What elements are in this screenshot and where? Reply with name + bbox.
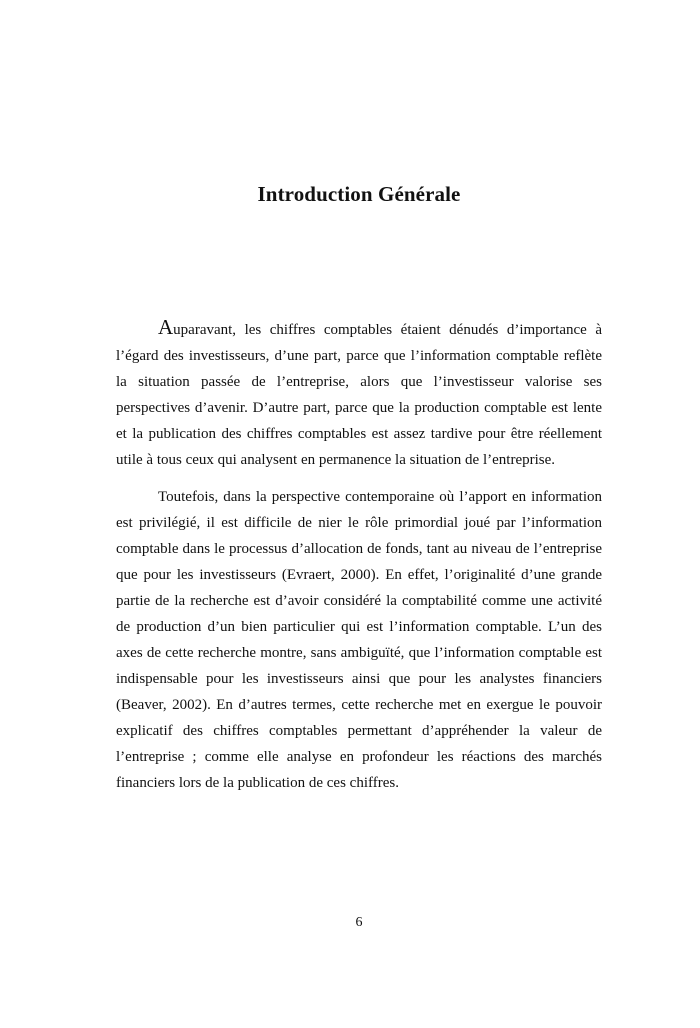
drop-cap-letter: A xyxy=(158,315,174,339)
page-number: 6 xyxy=(355,915,363,930)
page-title: Introduction Générale xyxy=(257,182,461,206)
paragraph-1 xyxy=(116,314,602,473)
paragraph-1-text: uparavant, les chiffres comptables étaient dénudés d’importance à l’égard des investisseurs, d’une part, parce que l’information comptable reflète la situation passée de l’entreprise, alors que l’investisseur valorise ses perspectives d’avenir. D’autre part, parce que la production comptable est lente et la publication des chiffres comptables est assez tardive pour être réellement utile à tous ceux qui analysent en permanence la situation de l’entreprise. xyxy=(116,322,602,468)
paragraph-2 xyxy=(116,484,602,796)
paragraph-2-text: Toutefois, dans la perspective contemporaine où l’apport en information est privilégié, il est difficile de nier le rôle primordial joué par l’information comptable dans le processus d’allocation de fonds, tant au niveau de l’entreprise que pour les investisseurs (Evraert, 2000). En effet, l’originalité d’une grande partie de la recherche est d’avoir considéré la comptabilité comme une activité de production d’un bien particulier qui est l’information comptable. L’un des axes de cette recherche montre, sans ambiguïté, que l’information comptable est indispensable pour les investisseurs ainsi que pour les analystes financiers (Beaver, 2002). En d’autres termes, cette recherche met en exergue le pouvoir explicatif des chiffres comptables permettant d’appréhender la valeur de l’entreprise ; comme elle analyse en profondeur les réactions des marchés financiers lors de la publication de ces chiffres. xyxy=(116,489,602,791)
body-text xyxy=(116,314,602,796)
